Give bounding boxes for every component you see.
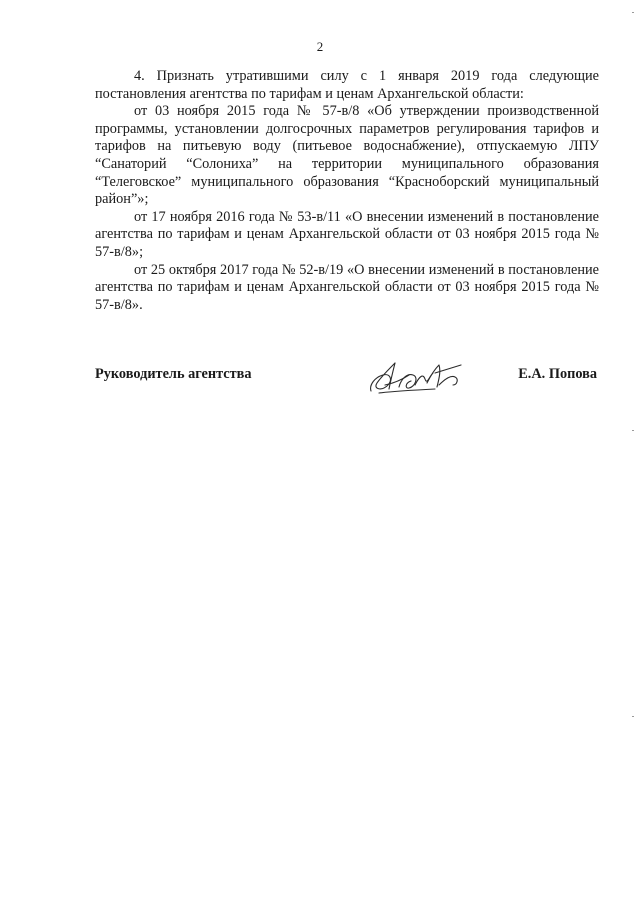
paragraph-resolution-53-v-11: от 17 ноября 2016 года № 53-в/11 «О внесении изменений в постановление агентства по тарифам и ценам Архангельской области от 03 ноября 2015 года № 57-в/8»;: [95, 208, 599, 260]
scan-edge-mark: [632, 12, 634, 13]
paragraph-item-4: 4. Признать утратившими силу с 1 января 2019 года следующие постановления агентства по тарифам и ценам Архангельской области:: [95, 68, 599, 102]
paragraph-resolution-52-v-19: от 25 октября 2017 года № 52-в/19 «О внесении изменений в постановление агентства по тарифам и ценам Архангельской области от 03 ноября 2015 года № 57-в/8».: [95, 261, 599, 313]
paragraph-resolution-57-v-8: от 03 ноября 2015 года № 57-в/8 «Об утверждении производственной программы, установлении долгосрочных параметров регулирования тарифов и тарифов на питьевую воду (питьевое водоснабжение), отпускаемую ЛПУ “Санаторий “Солониха” на территории муниципального образования “Телеговское” муниципального образования “Красноборский муниципальный район”»;: [95, 103, 599, 208]
handwritten-signature: [365, 355, 475, 397]
signature-block: [95, 355, 599, 400]
document-body: [95, 68, 599, 314]
scan-edge-mark: [632, 716, 634, 717]
signatory-title: Руководитель агентства: [95, 366, 252, 382]
signatory-name: Е.А. Попова: [518, 366, 597, 382]
page-number: 2: [316, 39, 324, 54]
scan-edge-mark: [632, 430, 634, 431]
